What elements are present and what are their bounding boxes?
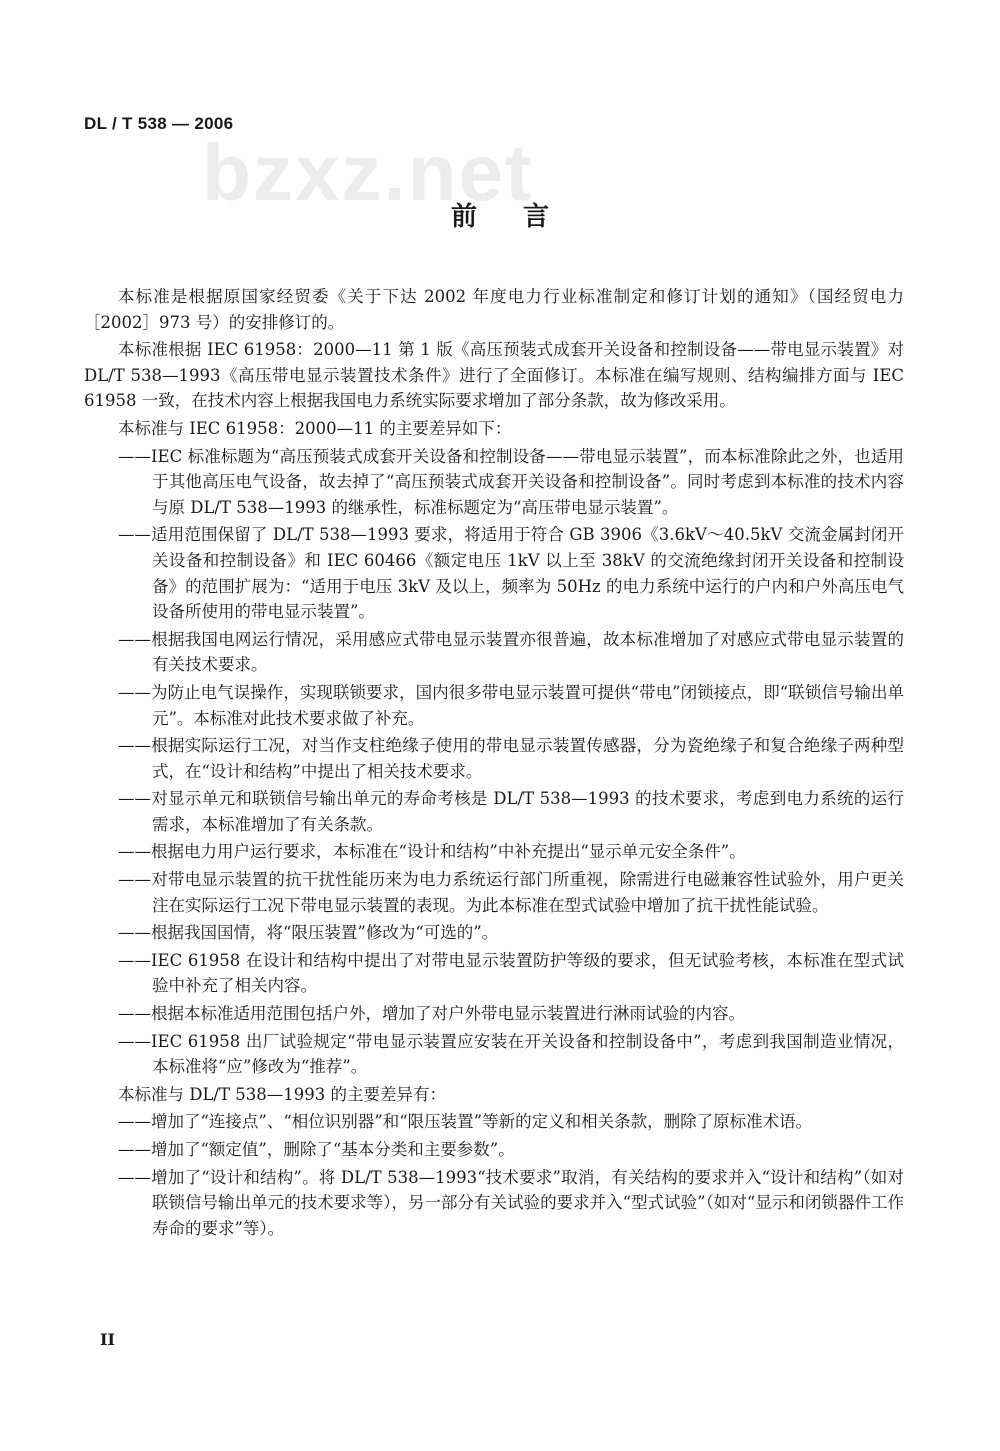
watermark: bzxz.net [202,128,534,217]
list-item: ——IEC 标准标题为“高压预装式成套开关设备和控制设备——带电显示装置”，而本标准除此之外，也适用于其他高压电气设备，故去掉了“高压预装式成套开关设备和控制设备”。同时考虑到本标准的技术内容与原 DL/T 538—1993 的继承性，标准标题定为“高压带电显示装置”。 [118,446,904,517]
paragraph: 本标准与 IEC 61958：2000—11 的主要差异如下： [118,418,512,438]
list-item: ——IEC 61958 在设计和结构中提出了对带电显示装置防护等级的要求，但无试验考核，本标准在型式试验中补充了相关内容。 [118,950,904,996]
list-item: ——根据本标准适用范围包括户外，增加了对户外带电显示装置进行淋雨试验的内容。 [118,1004,745,1024]
page-title: 前言 [450,202,595,232]
list-item: ——增加了“连接点”、“相位识别器”和“限压装置”等新的定义和相关条款，删除了原标准术语。 [118,1112,813,1132]
list-item: ——为防止电气误操作，实现联锁要求，国内很多带电显示装置可提供“带电”闭锁接点，即“联锁信号输出单元”。本标准对此技术要求做了补充。 [118,682,904,728]
list-item: ——对显示单元和联锁信号输出单元的寿命考核是 DL/T 538—1993 的技术要求，考虑到电力系统的运行需求，本标准增加了有关条款。 [118,789,904,834]
list-item: ——对带电显示装置的抗干扰性能历来为电力系统运行部门所重视，除需进行电磁兼容性试验外，用户更关注在实际运行工况下带电显示装置的表现。为此本标准在型式试验中增加了抗干扰性能试验。 [118,870,904,915]
paragraph: 本标准是根据原国家经贸委《关于下达 2002 年度电力行业标准制定和修订计划的通知》（国经贸电力［2002］973 号）的安排修订的。 [84,287,904,332]
list-item: ——根据我国国情，将“限压装置”修改为“可选的”。 [118,923,499,943]
list-item: ——适用范围保留了 DL/T 538—1993 要求，将适用于符合 GB 3906《3.6kV～40.5kV 交流金属封闭开关设备和控制设备》和 IEC 60466《额定电压 1kV 以上至 38kV 的交流绝缘封闭开关设备和控制设备》的范围扩展为：“适用于电压 3kV 及以上，频率为 50Hz 的电力系统中运行的户内和户外高压电气设备所使用的带电显示装置”。 [118,525,904,622]
page-number: II [100,1330,115,1349]
paragraph: 本标准与 DL/T 538—1993 的主要差异有： [118,1084,446,1104]
list-item: ——根据电力用户运行要求，本标准在“设计和结构”中补充提出“显示单元安全条件”。 [118,842,746,862]
list-item: ——根据我国电网运行情况，采用感应式带电显示装置亦很普遍，故本标准增加了对感应式带电显示装置的有关技术要求。 [118,629,904,675]
paragraph: 本标准根据 IEC 61958：2000—11 第 1 版《高压预装式成套开关设备和控制设备——带电显示装置》对 DL/T 538—1993《高压带电显示装置技术条件》进行了全面修订。本标准在编写规则、结构编排方面与 IEC 61958 一致，在技术内容上根据我国电力系统实际要求增加了部分条款，故为修改采用。 [84,340,904,411]
list-item: ——根据实际运行工况，对当作支柱绝缘子使用的带电显示装置传感器，分为瓷绝缘子和复合绝缘子两种型式，在“设计和结构”中提出了相关技术要求。 [118,736,904,781]
list-item: ——增加了“额定值”，删除了“基本分类和主要参数”。 [118,1140,515,1159]
list-item: ——IEC 61958 出厂试验规定“带电显示装置应安装在开关设备和控制设备中”，考虑到我国制造业情况，本标准将“应”修改为“推荐”。 [118,1031,904,1077]
body-text [84,284,904,1243]
document-code: DL / T 538 — 2006 [84,114,234,133]
list-item: ——增加了“设计和结构”。将 DL/T 538—1993“技术要求”取消，有关结构的要求并入“设计和结构”（如对联锁信号输出单元的技术要求等），另一部分有关试验的要求并入“型式试验”（如对“显示和闭锁器件工作寿命的要求”等）。 [118,1167,904,1238]
